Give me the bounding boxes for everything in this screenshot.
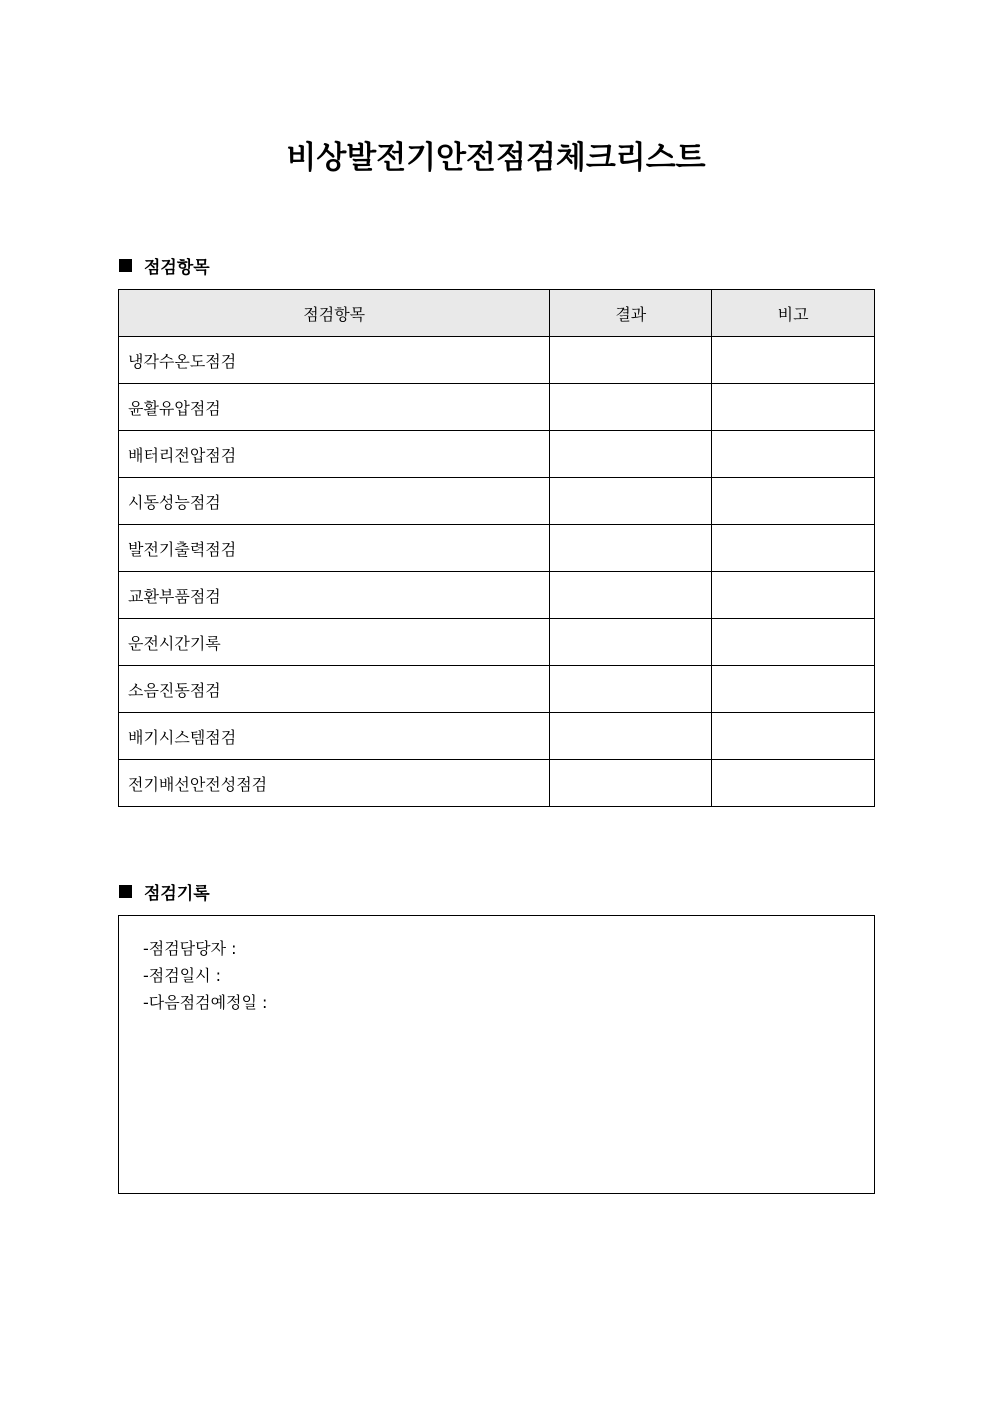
table-row [119,619,875,666]
item-cell: 냉각수온도점검 [119,337,550,384]
note-cell[interactable] [712,572,875,619]
item-cell: 배터리전압점검 [119,431,550,478]
table-row [119,713,875,760]
result-cell[interactable] [550,619,712,666]
section-heading-label: 점검항목 [144,258,210,278]
item-cell: 발전기출력점검 [119,525,550,572]
table-row [119,525,875,572]
result-cell[interactable] [550,525,712,572]
note-cell[interactable] [712,384,875,431]
document-title: 비상발전기안전점검체크리스트 [286,140,706,176]
note-cell[interactable] [712,760,875,807]
table-row [119,337,875,384]
record-line-inspection-date: -점검일시 : [143,966,222,985]
black-square-bullet-icon [119,885,132,898]
record-lines [143,935,267,1016]
note-cell[interactable] [712,619,875,666]
item-cell: 시동성능점검 [119,478,550,525]
item-cell: 운전시간기록 [119,619,550,666]
result-cell[interactable] [550,384,712,431]
result-cell[interactable] [550,760,712,807]
item-cell: 교환부품점검 [119,572,550,619]
note-cell[interactable] [712,337,875,384]
inspection-record-box[interactable] [118,915,875,1194]
result-cell[interactable] [550,337,712,384]
item-cell: 배기시스템점검 [119,713,550,760]
item-cell: 전기배선안전성점검 [119,760,550,807]
black-square-bullet-icon [119,259,132,272]
header-note: 비고 [712,290,875,337]
result-cell[interactable] [550,572,712,619]
record-line-inspector: -점검담당자 : [143,939,237,958]
note-cell[interactable] [712,666,875,713]
result-cell[interactable] [550,431,712,478]
table-row [119,760,875,807]
table-row [119,431,875,478]
item-cell: 윤활유압점검 [119,384,550,431]
item-cell: 소음진동점검 [119,666,550,713]
note-cell[interactable] [712,713,875,760]
note-cell[interactable] [712,478,875,525]
header-result: 결과 [550,290,712,337]
table-row [119,478,875,525]
section-heading-label: 점검기록 [144,884,210,904]
record-line-next-inspection-date: -다음점검예정일 : [143,993,268,1012]
result-cell[interactable] [550,666,712,713]
header-item: 점검항목 [119,290,550,337]
note-cell[interactable] [712,431,875,478]
result-cell[interactable] [550,478,712,525]
result-cell[interactable] [550,713,712,760]
table-row [119,666,875,713]
table-header-row [119,290,875,337]
table-row [119,572,875,619]
inspection-checklist-table [118,289,875,807]
section-heading-inspection-items [119,253,210,278]
note-cell[interactable] [712,525,875,572]
section-heading-inspection-record [119,879,210,904]
table-row [119,384,875,431]
